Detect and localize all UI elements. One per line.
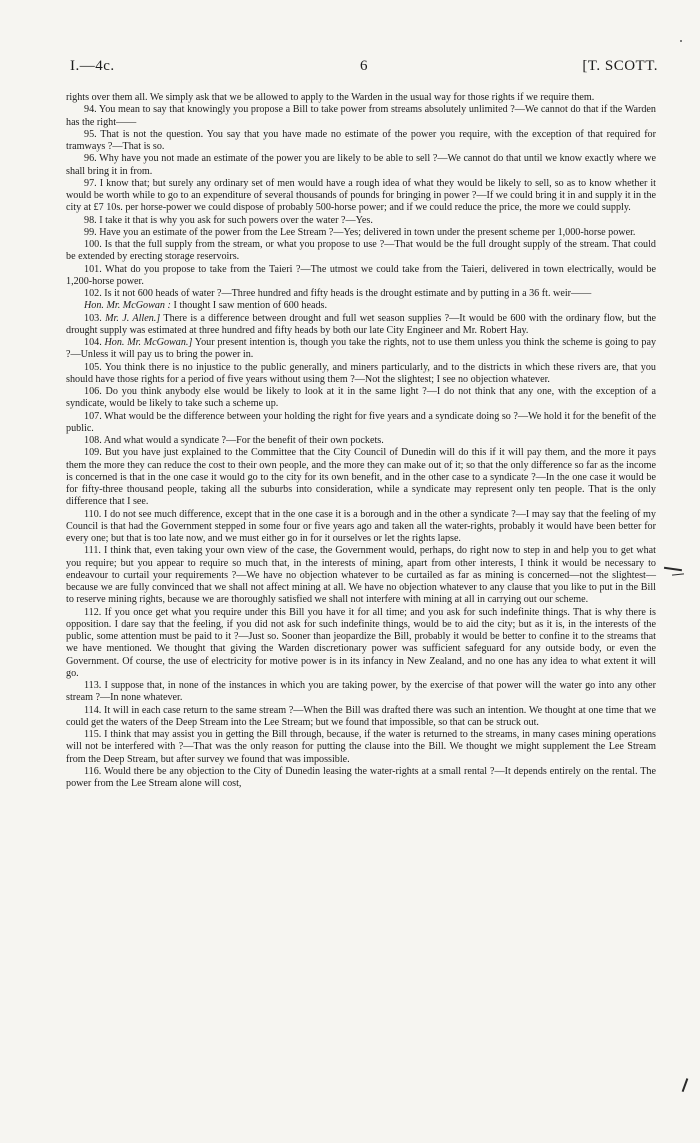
paragraph-text: I thought I saw mention of 600 heads. (170, 300, 327, 312)
paragraph: 111. I think that, even taking your own view of the case, the Government would, perhaps, do right now to step in and help you to get what you require; but you appear to require so much that, in the interests of mining, apart from other interests, I think it would be necessary to endeavour to curtail your requirements ?—We have no objection whatever to be curtailed as far as mining is concerned—not the slightest—because we are fully convinced that we shall not affect mining at all. We have no objection whatever to any clause that you like to put in the Bill to reserve mining rights, because we are thoroughly satisfied we shall not interfere with mining at all in carrying out our scheme. (66, 545, 656, 606)
paragraph (66, 313, 656, 338)
paragraph: 99. Have you an estimate of the power from the Lee Stream ?—Yes; delivered in town under the present scheme per 1,000-horse power. (84, 226, 636, 238)
speaker-name: Hon. Mr. McGowan : (84, 300, 171, 312)
paragraph: 110. I do not see much difference, except that in the one case it is a borough and in the other a syndicate ?—I may say that the feeling of my Council is that had the Government stepped in some four or five years ago and taken all the water-rights, probably it would have been better for every one; but that is too late now, and we must either go in for it ourselves or let the rights lapse. (66, 508, 656, 544)
paragraph: 113. I suppose that, in none of the instances in which you are taking power, by the exercise of that power will the water go into any other stream ?—In none whatever. (66, 680, 656, 704)
paragraph-text: Your present intention is, though you take the rights, not to use them unless you think the scheme is going to pay ?—Unless it will pay us to bring the power in. (66, 337, 657, 361)
paragraph: 107. What would be the difference between your holding the right for five years and a syndicate doing so ?—We hold it for the benefit of the public. (66, 410, 656, 434)
paragraph: 106. Do you think anybody else would be likely to look at it in the same light ?—I do not think that any one, with the exception of a syndicate, would be likely to take such a scheme up. (66, 386, 656, 410)
paragraph: 98. I take it that is why you ask for such powers over the water ?—Yes. (84, 214, 373, 226)
question-number: 104. (84, 337, 105, 348)
page-header (70, 58, 658, 82)
paragraph: 96. Why have you not made an estimate of the power you are likely to be able to sell ?—We cannot do that until we know exactly where we shall bring it in from. (66, 153, 656, 177)
margin-pen-mark (672, 573, 684, 575)
witness-name: [T. SCOTT. (582, 58, 658, 74)
evidence-body (66, 92, 656, 790)
paragraph: 108. And what would a syndicate ?—For the benefit of their own pockets. (84, 435, 384, 446)
paragraph: rights over them all. We simply ask that we be allowed to apply to the Warden in the usual way for those rights if we require them. (66, 92, 595, 103)
paragraph: 101. What do you propose to take from the Taieri ?—The utmost we could take from the Taieri, delivered in town electrically, would be 1,200-horse power. (66, 263, 656, 287)
margin-pen-mark (664, 567, 682, 571)
paragraph: 94. You mean to say that knowingly you propose a Bill to take power from streams absolutely unlimited ?—We cannot do that if the Warden has the right—— (66, 104, 656, 128)
scan-speck (680, 40, 682, 42)
paragraph (66, 337, 656, 362)
paragraph: 116. Would there be any objection to the City of Dunedin leasing the water-rights at a small rental ?—It depends entirely on the rental. The power from the Lee Stream alone will cost, (66, 765, 656, 789)
paragraph (66, 300, 656, 312)
paragraph: 102. Is it not 600 heads of water ?—Three hundred and fifty heads is the drought estimate and by putting in a 36 ft. weir—— (84, 288, 592, 299)
paragraph: 109. But you have just explained to the Committee that the City Council of Dunedin will do this if it will pay them, and the more it pays them the more they can reduce the cost to their own people, and the more they can make out of it; so that the only difference so far as the income is concerned is that in the one case it would go to the city for its own benefit, and in the other case to a syndicate ?—In the one case it would be for fifty-three thousand people, taking all the suburbs into consideration, while a syndicate may represent only ten people. That is the only difference that I see. (66, 447, 656, 508)
paragraph: 100. Is that the full supply from the stream, or what you propose to use ?—That would be the full drought supply of the stream. That could be extended by erecting storage reservoirs. (66, 239, 656, 263)
margin-pen-mark (682, 1078, 688, 1092)
paragraph: 114. It will in each case return to the same stream ?—When the Bill was drafted there was such an intention. We thought at one time that we could get the waters of the Deep Stream into the Lee Stream; but we found that impossible, so that can be struck out. (66, 704, 656, 728)
paragraph: 112. If you once get what you require under this Bill you have it for all time; and you ask for such indefinite things. That is why there is opposition. I dare say that the feeling, if you did not ask for such indefinite things, would be to aid the city; but as it is, in the interests of the public, some attention must be paid to it ?—Just so. Sooner than jeopardize the Bill, probably it would be better to confine it to the streams that we have mentioned. We thought that giving the Warden discretionary power was sufficient safeguard for any outside body, or even the Government. Of course, the use of electricity for motive power is in its infancy in New Zealand, and no one has any idea to what extent it will go. (66, 606, 656, 679)
paragraph-text: There is a difference between drought and full wet season supplies ?—It would be 600 with the ordinary flow, but the drought supply was estimated at three hundred and fifty heads by both our late City Engineer and Mr. Robert Hay. (66, 312, 657, 336)
speaker-name: Mr. J. Allen.] (105, 312, 161, 324)
paragraph: 105. You think there is no injustice to the public generally, and miners particularly, and to the districts in which these rivers are, that you should have those rights for a period of five years without using them ?—Not the slightest; I see no objection whatever. (66, 361, 656, 385)
parliamentary-paper-reference: I.—4c. (70, 58, 115, 74)
paragraph: 95. That is not the question. You say that you have made no estimate of the power you require, with the exception of that required for tramways ?—That is so. (66, 128, 656, 152)
question-number: 103. (84, 312, 106, 324)
speaker-name: Hon. Mr. McGowan.] (104, 337, 193, 348)
paragraph: 115. I think that may assist you in getting the Bill through, because, if the water is returned to the streams, in many cases mining operations will not be interfered with ?—That was the only reason for putting the clause into the Bill. We thought we might supplement the Lee Stream from the Deep Stream, but after survey we found that was impossible. (66, 729, 656, 765)
page-number: 6 (360, 58, 368, 74)
paragraph: 97. I know that; but surely any ordinary set of men would have a rough idea of what they would be likely to sell, so as to know whether it would be worth while to go to an expenditure of several thousands of pounds for bringing in power ?—If we could bring it in and supply it in the city at £7 10s. per horse-power we could dispose of probably 500-horse power; and if we could reduce the price, the more we could supply. (66, 177, 656, 214)
